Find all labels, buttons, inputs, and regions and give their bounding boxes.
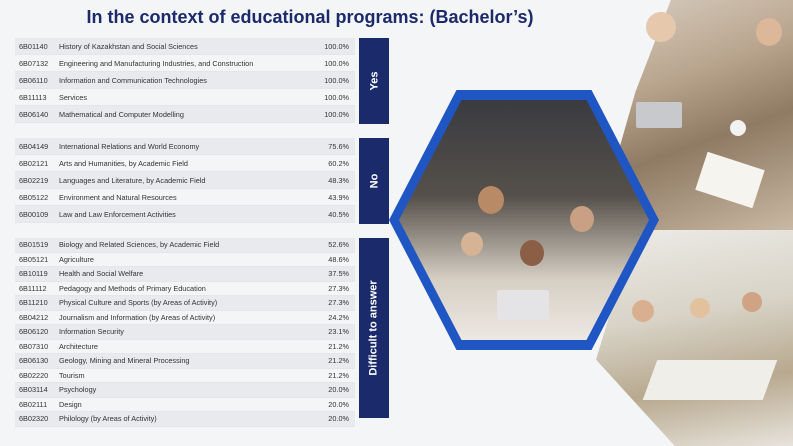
row-name: Physical Culture and Sports (by Areas of Activity): [59, 298, 218, 308]
row-name: Mathematical and Computer Modelling: [59, 109, 184, 119]
table-row: [15, 398, 355, 413]
row-name: Engineering and Manufacturing Industries, and Construction: [59, 58, 254, 68]
person-shape: [520, 240, 544, 266]
row-pct: 24.2%: [328, 312, 349, 322]
row-code: 6B02121: [19, 158, 49, 168]
table-row: [15, 412, 355, 427]
row-code: 6B06140: [19, 109, 49, 119]
cup-shape: [730, 120, 746, 136]
group-difficult: [15, 238, 355, 427]
row-code: 6B06130: [19, 356, 49, 366]
row-name: Geology, Mining and Mineral Processing: [59, 356, 190, 366]
row-pct: 21.2%: [328, 370, 349, 380]
row-code: 6B10119: [19, 269, 48, 279]
table-row: [15, 253, 355, 268]
row-code: 6B07132: [19, 58, 49, 68]
row-name: Environment and Natural Resources: [59, 192, 177, 202]
row-pct: 40.5%: [328, 209, 349, 219]
row-code: 6B11210: [19, 298, 48, 308]
row-code: 6B05122: [19, 192, 49, 202]
person-shape: [646, 12, 676, 42]
table-row: [15, 267, 355, 282]
row-name: Information Security: [59, 327, 124, 337]
person-shape: [570, 206, 594, 232]
row-pct: 48.6%: [328, 254, 349, 264]
row-pct: 60.2%: [328, 158, 349, 168]
row-pct: 20.0%: [328, 385, 349, 395]
row-name: Journalism and Information (by Areas of Activity): [59, 312, 216, 322]
row-code: 6B07310: [19, 341, 49, 351]
row-code: 6B06110: [19, 75, 48, 85]
table-row: [15, 172, 355, 189]
table-row: [15, 189, 355, 206]
person-shape: [742, 292, 762, 312]
row-code: 6B11112: [19, 283, 47, 293]
row-name: Philology (by Areas of Activity): [59, 414, 157, 424]
table-row: [15, 369, 355, 384]
person-shape: [756, 18, 782, 46]
table-row: [15, 155, 355, 172]
row-name: Languages and Literature, by Academic Field: [59, 175, 206, 185]
group-yes: [15, 38, 355, 123]
row-name: International Relations and World Economy: [59, 141, 200, 151]
table-row: [15, 296, 355, 311]
table-row: [15, 89, 355, 106]
table-row: [15, 325, 355, 340]
person-shape: [690, 298, 710, 318]
table-row: [15, 55, 355, 72]
row-code: 6B01140: [19, 41, 48, 51]
row-pct: 100.0%: [324, 58, 349, 68]
row-pct: 43.9%: [328, 192, 349, 202]
laptop-shape: [497, 290, 549, 320]
person-shape: [632, 300, 654, 322]
table-row: [15, 72, 355, 89]
row-pct: 75.6%: [328, 141, 349, 151]
row-pct: 27.3%: [328, 283, 349, 293]
row-code: 6B00109: [19, 209, 49, 219]
row-name: Design: [59, 399, 82, 409]
row-code: 6B11113: [19, 92, 47, 102]
row-code: 6B06120: [19, 327, 49, 337]
row-code: 6B05121: [19, 254, 49, 264]
row-code: 6B02320: [19, 414, 49, 424]
row-name: History of Kazakhstan and Social Sciences: [59, 41, 198, 51]
row-pct: 52.6%: [328, 240, 349, 250]
row-pct: 37.5%: [328, 269, 349, 279]
row-pct: 20.0%: [328, 399, 349, 409]
row-name: Health and Social Welfare: [59, 269, 144, 279]
table-row: [15, 38, 355, 55]
table-row: [15, 138, 355, 155]
row-name: Architecture: [59, 341, 98, 351]
row-code: 6B01519: [19, 240, 49, 250]
row-name: Information and Communication Technologies: [59, 75, 207, 85]
row-pct: 21.2%: [328, 356, 349, 366]
row-code: 6B03114: [19, 385, 48, 395]
row-name: Psychology: [59, 385, 97, 395]
slide-title: In the context of educational programs: (Bachelor’s): [86, 7, 534, 27]
row-name: Agriculture: [59, 254, 94, 264]
row-name: Biology and Related Sciences, by Academic Field: [59, 240, 220, 250]
table-row: [15, 238, 355, 253]
table-row: [15, 340, 355, 355]
row-name: Arts and Humanities, by Academic Field: [59, 158, 188, 168]
row-name: Tourism: [59, 370, 85, 380]
group-label-yes: Yes: [359, 38, 389, 124]
row-name: Law and Law Enforcement Activities: [59, 209, 176, 219]
table-row: [15, 282, 355, 297]
row-pct: 21.2%: [328, 341, 349, 351]
row-pct: 100.0%: [324, 92, 349, 102]
row-code: 6B02220: [19, 370, 49, 380]
row-pct: 23.1%: [328, 327, 349, 337]
row-name: Services: [59, 92, 87, 102]
row-code: 6B04149: [19, 141, 49, 151]
group-no: [15, 138, 355, 223]
row-pct: 27.3%: [328, 298, 349, 308]
table-row: [15, 106, 355, 123]
table-row: [15, 311, 355, 326]
table-row: [15, 354, 355, 369]
table-row: [15, 206, 355, 223]
row-name: Pedagogy and Methods of Primary Education: [59, 283, 206, 293]
table-shape: [643, 360, 778, 400]
row-code: 6B02219: [19, 175, 49, 185]
group-label-difficult: Difficult to answer: [359, 238, 389, 418]
row-pct: 100.0%: [324, 41, 349, 51]
table-row: [15, 383, 355, 398]
row-pct: 20.0%: [328, 414, 349, 424]
row-code: 6B02111: [19, 399, 48, 409]
person-shape: [461, 232, 483, 256]
person-shape: [478, 186, 504, 214]
laptop-shape: [636, 102, 682, 128]
group-label-no: No: [359, 138, 389, 224]
row-pct: 48.3%: [328, 175, 349, 185]
row-code: 6B04212: [19, 312, 49, 322]
row-pct: 100.0%: [324, 109, 349, 119]
row-pct: 100.0%: [324, 75, 349, 85]
